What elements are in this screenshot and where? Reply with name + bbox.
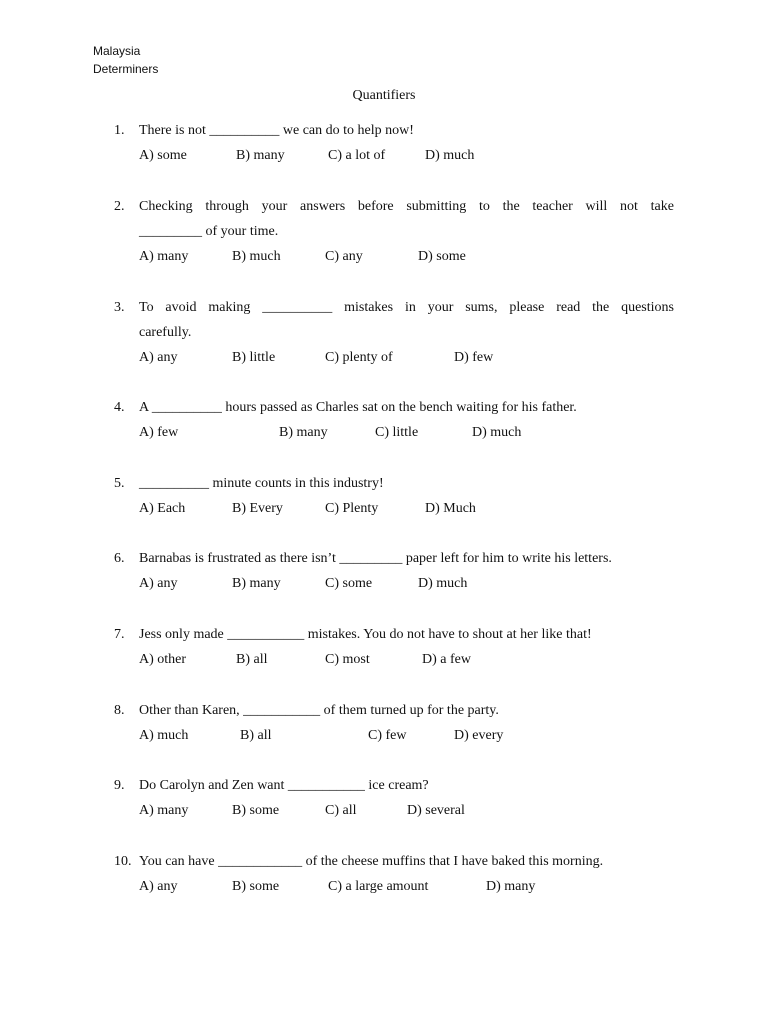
question-8 xyxy=(114,698,674,748)
question-text: A __________ hours passed as Charles sat on the bench waiting for his father. xyxy=(139,400,577,415)
header-country: Malaysia xyxy=(93,44,141,58)
option-d[interactable]: D) much xyxy=(472,425,522,440)
options-row xyxy=(114,798,674,823)
question-text: Jess only made ___________ mistakes. You do not have to shout at her like that! xyxy=(139,627,592,642)
question-text: Other than Karen, ___________ of them turned up for the party. xyxy=(139,703,499,718)
option-d[interactable]: D) many xyxy=(486,879,536,894)
option-b[interactable]: B) many xyxy=(236,148,285,163)
option-b[interactable]: B) some xyxy=(232,803,280,818)
option-c[interactable]: C) any xyxy=(325,249,363,264)
question-1 xyxy=(114,118,674,168)
question-9 xyxy=(114,773,674,823)
header-topic: Determiners xyxy=(93,62,159,76)
option-b[interactable]: B) many xyxy=(232,576,281,591)
option-c[interactable]: C) a lot of xyxy=(328,148,386,163)
options-row xyxy=(114,647,674,672)
option-c[interactable]: C) all xyxy=(325,803,357,818)
question-number: 2. xyxy=(114,199,125,214)
option-c[interactable]: C) Plenty xyxy=(325,501,379,516)
question-4 xyxy=(114,395,674,445)
question-text: Checking through your answers before submitting to the teacher will not take xyxy=(139,199,674,214)
option-a[interactable]: A) Each xyxy=(139,501,186,516)
option-b[interactable]: B) Every xyxy=(232,501,283,516)
option-d[interactable]: D) much xyxy=(425,148,475,163)
option-d[interactable]: D) Much xyxy=(425,501,476,516)
question-number: 1. xyxy=(114,123,125,138)
question-number: 9. xyxy=(114,778,125,793)
option-b[interactable]: B) all xyxy=(240,728,272,743)
option-d[interactable]: D) few xyxy=(454,350,494,365)
question-text-continued: _________ of your time. xyxy=(139,224,279,239)
options-row xyxy=(114,571,674,596)
question-text: Do Carolyn and Zen want ___________ ice cream? xyxy=(139,778,429,793)
options-row xyxy=(114,345,674,370)
option-a[interactable]: A) some xyxy=(139,148,187,163)
options-row xyxy=(114,496,674,521)
option-b[interactable]: B) little xyxy=(232,350,276,365)
option-b[interactable]: B) much xyxy=(232,249,281,264)
question-number: 4. xyxy=(114,400,125,415)
question-text: To avoid making __________ mistakes in your sums, please read the questions xyxy=(139,300,674,315)
option-c[interactable]: C) few xyxy=(368,728,407,743)
question-number: 5. xyxy=(114,476,125,491)
question-number: 8. xyxy=(114,703,125,718)
option-a[interactable]: A) any xyxy=(139,350,178,365)
options-row xyxy=(114,723,674,748)
option-d[interactable]: D) a few xyxy=(422,652,471,667)
option-a[interactable]: A) any xyxy=(139,576,178,591)
question-text: There is not __________ we can do to help now! xyxy=(139,123,414,138)
option-b[interactable]: B) many xyxy=(279,425,328,440)
question-text: You can have ____________ of the cheese muffins that I have baked this morning. xyxy=(139,854,604,869)
page-title: Quantifiers xyxy=(352,88,416,103)
option-c[interactable]: C) plenty of xyxy=(325,350,393,365)
option-d[interactable]: D) some xyxy=(418,249,466,264)
question-number: 7. xyxy=(114,627,125,642)
option-a[interactable]: A) other xyxy=(139,652,187,667)
option-a[interactable]: A) few xyxy=(139,425,179,440)
option-b[interactable]: B) all xyxy=(236,652,268,667)
question-2 xyxy=(114,194,674,269)
options-row xyxy=(114,420,674,445)
question-6 xyxy=(114,546,674,596)
question-number: 3. xyxy=(114,300,125,315)
option-a[interactable]: A) many xyxy=(139,249,189,264)
options-row xyxy=(114,874,674,899)
option-c[interactable]: C) some xyxy=(325,576,373,591)
options-row xyxy=(114,143,674,168)
question-number: 10. xyxy=(114,854,132,869)
question-5 xyxy=(114,471,674,521)
option-c[interactable]: C) a large amount xyxy=(328,879,429,894)
option-d[interactable]: D) every xyxy=(454,728,504,743)
question-10 xyxy=(114,849,674,899)
option-a[interactable]: A) any xyxy=(139,879,178,894)
question-7 xyxy=(114,622,674,672)
option-a[interactable]: A) much xyxy=(139,728,189,743)
question-text: Barnabas is frustrated as there isn’t _________ paper left for him to write his letters. xyxy=(139,551,612,566)
option-a[interactable]: A) many xyxy=(139,803,189,818)
question-text-continued: carefully. xyxy=(139,325,192,340)
question-text: __________ minute counts in this industry! xyxy=(139,476,384,491)
option-d[interactable]: D) much xyxy=(418,576,468,591)
question-number: 6. xyxy=(114,551,125,566)
options-row xyxy=(114,244,674,269)
question-3 xyxy=(114,295,674,370)
option-d[interactable]: D) several xyxy=(407,803,465,818)
option-c[interactable]: C) most xyxy=(325,652,370,667)
option-b[interactable]: B) some xyxy=(232,879,280,894)
option-c[interactable]: C) little xyxy=(375,425,419,440)
